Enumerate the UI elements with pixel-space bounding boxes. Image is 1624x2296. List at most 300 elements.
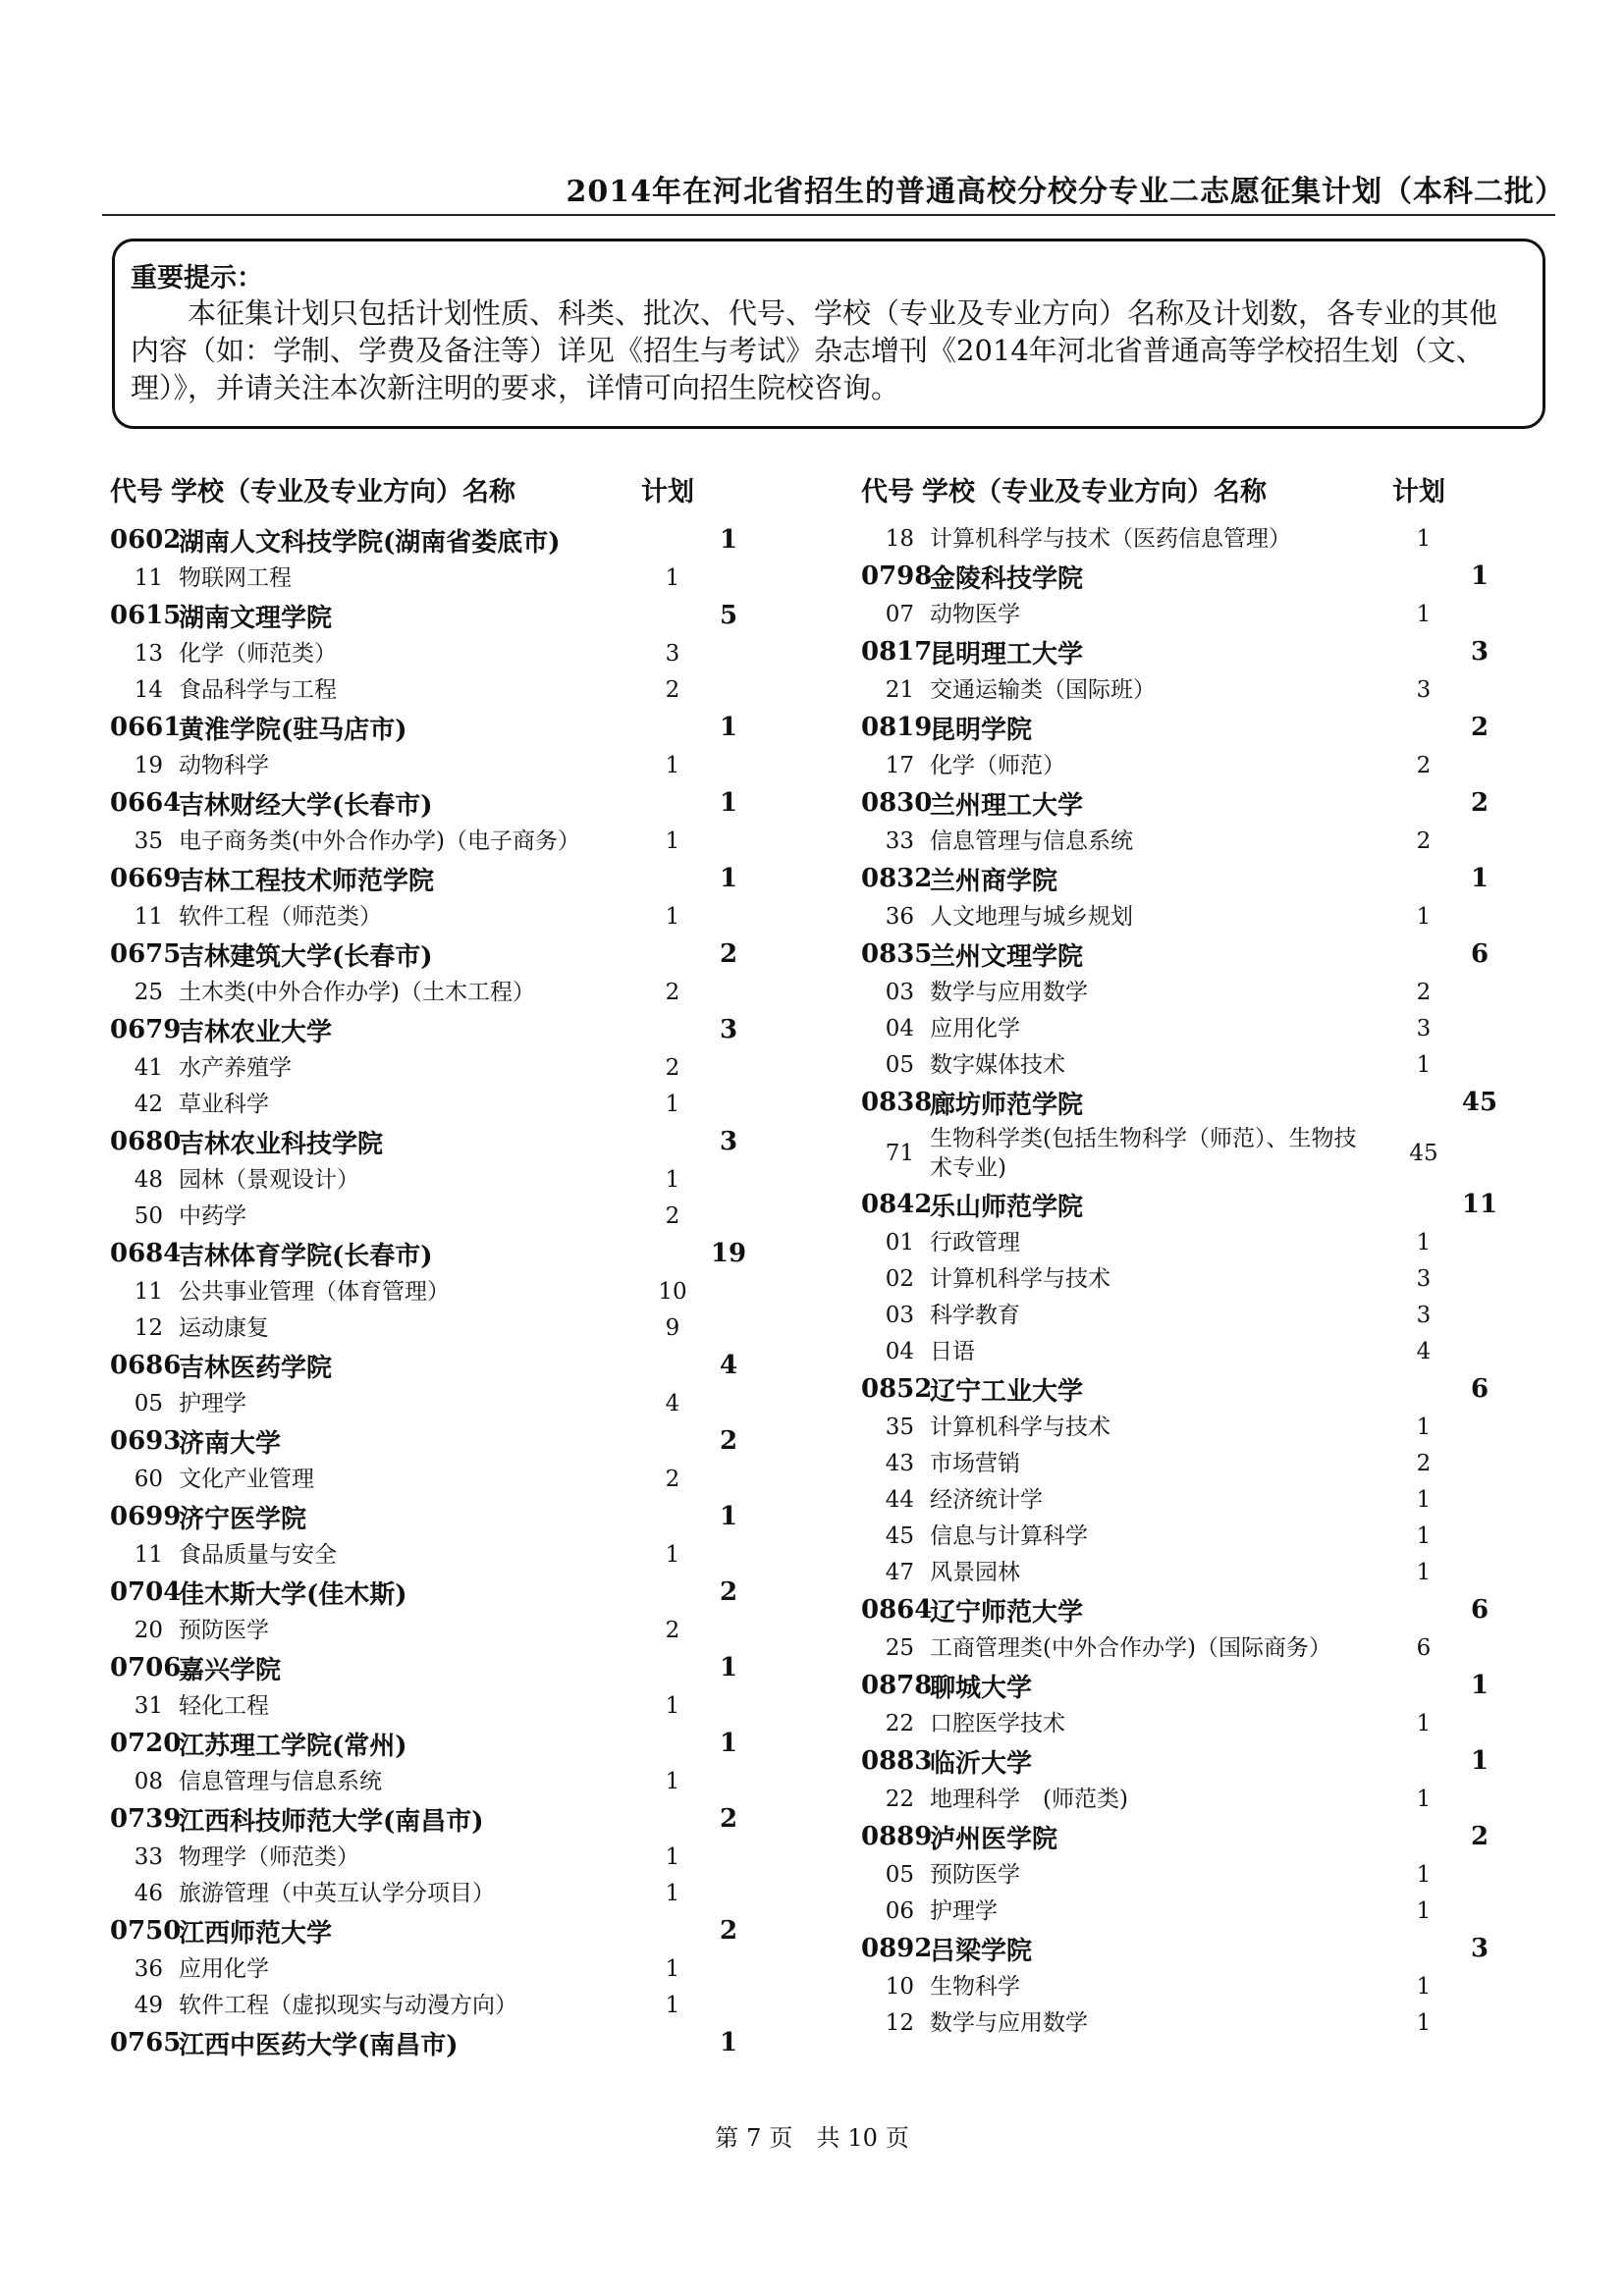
major-row	[861, 2004, 1548, 2041]
school-row	[861, 1369, 1548, 1409]
name-cell: 江苏理工学院(常州)	[179, 1731, 407, 1761]
code-cell: 42	[134, 1091, 163, 1117]
major-row	[110, 823, 797, 859]
code-cell: 43	[885, 1450, 914, 1476]
plan-cell: 45	[1461, 1088, 1498, 1117]
name-cell: 预防医学	[930, 1861, 1020, 1888]
school-row	[861, 1083, 1548, 1122]
code-cell: 0615	[110, 601, 182, 630]
name-cell: 动物医学	[930, 601, 1020, 627]
name-cell: 江西师范大学	[179, 1918, 333, 1949]
plan-cell: 1	[1416, 1897, 1432, 1924]
plan-cell: 2	[665, 676, 680, 703]
plan-cell: 2	[719, 1426, 738, 1456]
name-cell: 湖南文理学院	[179, 603, 333, 633]
footer-page-number: 7	[746, 2124, 762, 2152]
name-cell: 嘉兴学院	[179, 1655, 282, 1685]
plan-cell: 1	[1470, 1671, 1489, 1700]
name-cell: 动物科学	[179, 752, 269, 778]
plan-cell: 3	[1416, 676, 1432, 703]
notice-box	[112, 239, 1545, 429]
code-cell: 22	[885, 1710, 914, 1736]
major-row	[861, 596, 1548, 632]
major-row	[861, 671, 1548, 708]
name-cell: 信息管理与信息系统	[179, 1768, 382, 1794]
name-cell: 旅游管理（中英互认学分项目）	[179, 1880, 495, 1906]
plan-cell: 1	[719, 1502, 738, 1531]
name-cell: 数学与应用数学	[930, 2009, 1088, 2036]
major-row	[110, 1309, 797, 1346]
plan-cell: 1	[1416, 1710, 1432, 1736]
name-cell: 廊坊师范学院	[930, 1090, 1084, 1120]
major-row	[110, 560, 797, 596]
name-cell: 济南大学	[179, 1428, 282, 1459]
name-cell: 黄淮学院(驻马店市)	[179, 715, 407, 745]
code-cell: 0842	[861, 1190, 933, 1219]
name-cell: 经济统计学	[930, 1486, 1043, 1513]
name-cell: 护理学	[179, 1390, 246, 1416]
name-cell: 交通运输类（国际班）	[930, 676, 1156, 703]
header-name: 学校（专业及专业方向）名称	[171, 476, 515, 507]
header-name: 学校（专业及专业方向）名称	[922, 476, 1267, 507]
code-cell: 08	[134, 1768, 163, 1794]
name-cell: 风景园林	[930, 1559, 1020, 1585]
code-cell: 33	[885, 828, 914, 854]
plan-cell: 1	[665, 1955, 680, 1982]
school-row	[861, 859, 1548, 898]
name-cell: 吉林农业科技学院	[179, 1129, 384, 1159]
name-cell: 吉林医药学院	[179, 1353, 333, 1383]
code-cell: 41	[134, 1054, 163, 1081]
code-cell: 11	[134, 564, 163, 591]
plan-cell: 2	[1416, 828, 1432, 854]
major-row	[110, 1049, 797, 1086]
plan-cell: 2	[719, 1804, 738, 1834]
name-cell: 湖南人文科技学院(湖南省娄底市)	[179, 527, 561, 558]
school-row	[110, 1911, 797, 1950]
name-cell: 昆明理工大学	[930, 639, 1084, 669]
plan-cell: 1	[1416, 1786, 1432, 1812]
name-cell: 吉林工程技术师范学院	[179, 866, 435, 896]
code-cell: 0699	[110, 1502, 182, 1531]
major-row	[110, 1763, 797, 1799]
code-cell: 17	[885, 752, 914, 778]
plan-cell: 1	[1416, 1861, 1432, 1888]
code-cell: 11	[134, 903, 163, 930]
code-cell: 0664	[110, 788, 182, 818]
plan-cell: 1	[1416, 1559, 1432, 1585]
plan-cell: 1	[665, 1843, 680, 1870]
code-cell: 25	[885, 1634, 914, 1661]
code-cell: 0684	[110, 1239, 182, 1268]
plan-cell: 2	[719, 1577, 738, 1607]
code-cell: 0838	[861, 1088, 933, 1117]
code-cell: 0798	[861, 561, 933, 591]
school-row	[110, 2023, 797, 2062]
code-cell: 13	[134, 640, 163, 667]
major-row	[861, 1481, 1548, 1518]
plan-cell: 1	[1416, 1051, 1432, 1078]
code-cell: 0892	[861, 1934, 933, 1963]
school-row	[110, 1799, 797, 1839]
name-cell: 兰州文理学院	[930, 941, 1084, 972]
major-row	[861, 1122, 1548, 1185]
plan-cell: 19	[710, 1239, 747, 1268]
plan-cell: 3	[719, 1127, 738, 1156]
header-code: 代号	[861, 476, 914, 507]
name-cell: 昆明学院	[930, 715, 1033, 745]
major-row	[861, 1046, 1548, 1083]
plan-cell: 45	[1409, 1141, 1438, 1166]
name-cell: 软件工程（虚拟现实与动漫方向）	[179, 1992, 517, 2018]
major-row	[861, 1224, 1548, 1260]
plan-cell: 6	[1470, 939, 1489, 969]
name-cell: 草业科学	[179, 1091, 269, 1117]
major-row	[861, 1409, 1548, 1445]
school-row	[861, 1185, 1548, 1224]
name-cell: 市场营销	[930, 1450, 1020, 1476]
school-row	[110, 1724, 797, 1763]
school-row	[110, 783, 797, 823]
major-row	[861, 747, 1548, 783]
plan-cell: 10	[658, 1278, 687, 1305]
code-cell: 0817	[861, 637, 933, 667]
plan-cell: 1	[665, 828, 680, 854]
code-cell: 0669	[110, 864, 182, 893]
left-column-header	[110, 469, 797, 508]
major-row	[110, 1950, 797, 1987]
name-cell: 文化产业管理	[179, 1466, 314, 1492]
school-row	[110, 1497, 797, 1536]
name-cell: 辽宁师范大学	[930, 1597, 1084, 1628]
name-cell: 口腔医学技术	[930, 1710, 1065, 1736]
plan-cell: 1	[1416, 1486, 1432, 1513]
code-cell: 0852	[861, 1374, 933, 1404]
code-cell: 71	[885, 1141, 914, 1166]
school-row	[861, 1666, 1548, 1705]
code-cell: 11	[134, 1278, 163, 1305]
code-cell: 19	[134, 752, 163, 778]
name-cell: 软件工程（师范类）	[179, 903, 382, 930]
plan-cell: 1	[665, 1692, 680, 1719]
major-row	[861, 1518, 1548, 1554]
major-row	[110, 1612, 797, 1648]
name-cell: 泸州医学院	[930, 1824, 1058, 1854]
name-cell: 计算机科学与技术	[930, 1414, 1110, 1440]
major-row	[861, 1554, 1548, 1590]
name-cell: 江西科技师范大学(南昌市)	[179, 1806, 484, 1837]
school-row	[861, 1817, 1548, 1856]
name-cell: 乐山师范学院	[930, 1192, 1084, 1222]
plan-cell: 9	[665, 1314, 680, 1341]
plan-cell: 1	[665, 1880, 680, 1906]
major-row	[110, 1086, 797, 1122]
name-cell: 地理科学 (师范类)	[930, 1786, 1128, 1812]
major-row	[110, 1687, 797, 1724]
code-cell: 0750	[110, 1916, 182, 1946]
name-cell: 计算机科学与技术	[930, 1265, 1110, 1292]
plan-cell: 1	[719, 1729, 738, 1758]
school-row	[861, 783, 1548, 823]
code-cell: 47	[885, 1559, 914, 1585]
left-column	[110, 469, 797, 2062]
header-plan: 计划	[1392, 476, 1445, 507]
major-row	[110, 635, 797, 671]
name-cell: 土木类(中外合作办学)（土木工程）	[179, 979, 535, 1005]
name-cell: 生物科学	[930, 1973, 1020, 2000]
name-cell: 江西中医药大学(南昌市)	[179, 2030, 459, 2060]
major-row	[110, 1161, 797, 1198]
code-cell: 01	[885, 1229, 914, 1255]
major-row	[110, 1875, 797, 1911]
plan-cell: 4	[665, 1390, 680, 1416]
school-row	[861, 1590, 1548, 1629]
name-cell: 聊城大学	[930, 1673, 1033, 1703]
code-cell: 0830	[861, 788, 933, 818]
name-cell: 水产养殖学	[179, 1054, 292, 1081]
plan-cell: 1	[665, 1768, 680, 1794]
name-cell: 济宁医学院	[179, 1504, 307, 1534]
name-cell: 公共事业管理（体育管理）	[179, 1278, 450, 1305]
plan-cell: 2	[719, 939, 738, 969]
header-plan: 计划	[641, 476, 694, 507]
notice-heading: 重要提示：	[131, 263, 263, 294]
major-row	[110, 671, 797, 708]
name-cell: 吉林财经大学(长春市)	[179, 790, 433, 821]
name-cell: 吉林体育学院(长春市)	[179, 1241, 433, 1271]
name-cell: 人文地理与城乡规划	[930, 903, 1133, 930]
name-cell: 信息与计算科学	[930, 1522, 1088, 1549]
name-cell: 工商管理类(中外合作办学)（国际商务）	[930, 1634, 1331, 1661]
plan-cell: 1	[1416, 1522, 1432, 1549]
name-cell: 兰州理工大学	[930, 790, 1084, 821]
plan-cell: 2	[1416, 1450, 1432, 1476]
school-row	[110, 1346, 797, 1385]
school-row	[110, 1648, 797, 1687]
major-row	[861, 1968, 1548, 2004]
major-row	[861, 974, 1548, 1010]
plan-cell: 3	[719, 1015, 738, 1044]
code-cell: 0720	[110, 1729, 182, 1758]
school-row	[861, 1741, 1548, 1781]
left-rows	[110, 520, 797, 2062]
code-cell: 11	[134, 1541, 163, 1568]
name-cell: 物联网工程	[179, 564, 292, 591]
code-cell: 0704	[110, 1577, 182, 1607]
code-cell: 44	[885, 1486, 914, 1513]
code-cell: 0602	[110, 525, 182, 555]
major-row	[110, 1987, 797, 2023]
major-row	[110, 747, 797, 783]
name-cell: 应用化学	[930, 1015, 1020, 1041]
school-row	[110, 934, 797, 974]
major-row	[861, 1705, 1548, 1741]
plan-cell: 2	[665, 1466, 680, 1492]
code-cell: 35	[134, 828, 163, 854]
code-cell: 05	[134, 1390, 163, 1416]
plan-cell: 4	[1416, 1338, 1432, 1364]
plan-cell: 1	[719, 2028, 738, 2057]
name-cell: 吉林农业大学	[179, 1017, 333, 1047]
code-cell: 20	[134, 1617, 163, 1643]
plan-cell: 1	[1416, 601, 1432, 627]
plan-cell: 1	[665, 752, 680, 778]
plan-cell: 1	[1470, 561, 1489, 591]
code-cell: 49	[134, 1992, 163, 2018]
plan-cell: 2	[719, 1916, 738, 1946]
name-cell: 物理学（师范类）	[179, 1843, 359, 1870]
school-row	[110, 859, 797, 898]
name-cell: 辽宁工业大学	[930, 1376, 1084, 1407]
plan-cell: 2	[665, 1202, 680, 1229]
code-cell: 05	[885, 1861, 914, 1888]
major-row	[110, 898, 797, 934]
code-cell: 04	[885, 1338, 914, 1364]
code-cell: 04	[885, 1015, 914, 1041]
document-title: 2014年在河北省招生的普通高校分校分专业二志愿征集计划（本科二批）	[566, 175, 1565, 209]
plan-cell: 3	[1416, 1302, 1432, 1328]
major-row	[861, 823, 1548, 859]
school-row	[861, 1929, 1548, 1968]
school-row	[861, 708, 1548, 747]
code-cell: 0832	[861, 864, 933, 893]
plan-cell: 3	[1470, 637, 1489, 667]
code-cell: 0706	[110, 1653, 182, 1682]
school-row	[110, 596, 797, 635]
right-column	[861, 469, 1548, 2041]
code-cell: 0679	[110, 1015, 182, 1044]
plan-cell: 1	[665, 1541, 680, 1568]
code-cell: 0675	[110, 939, 182, 969]
code-cell: 31	[134, 1692, 163, 1719]
code-cell: 33	[134, 1843, 163, 1870]
school-row	[110, 1010, 797, 1049]
code-cell: 45	[885, 1522, 914, 1549]
plan-cell: 2	[665, 1617, 680, 1643]
code-cell: 0661	[110, 713, 182, 742]
plan-cell: 1	[1416, 1973, 1432, 2000]
plan-cell: 1	[1416, 903, 1432, 930]
code-cell: 03	[885, 1302, 914, 1328]
major-row	[861, 898, 1548, 934]
name-cell: 计算机科学与技术（医药信息管理）	[930, 525, 1291, 552]
major-row	[110, 1273, 797, 1309]
plan-cell: 2	[1470, 788, 1489, 818]
name-cell: 数字媒体技术	[930, 1051, 1065, 1078]
name-cell: 预防医学	[179, 1617, 269, 1643]
plan-cell: 6	[1416, 1634, 1432, 1661]
name-cell: 轻化工程	[179, 1692, 269, 1719]
school-row	[110, 1421, 797, 1461]
plan-cell: 2	[665, 1054, 680, 1081]
code-cell: 21	[885, 676, 914, 703]
major-row	[110, 1198, 797, 1234]
code-cell: 0765	[110, 2028, 182, 2057]
code-cell: 0819	[861, 713, 933, 742]
plan-cell: 2	[1470, 1822, 1489, 1851]
major-row	[110, 974, 797, 1010]
plan-cell: 2	[1470, 713, 1489, 742]
name-cell: 佳木斯大学(佳木斯)	[179, 1579, 407, 1610]
title-rule	[102, 214, 1555, 216]
plan-cell: 1	[1416, 1414, 1432, 1440]
plan-cell: 1	[1470, 1746, 1489, 1776]
plan-cell: 2	[665, 979, 680, 1005]
major-row	[861, 1010, 1548, 1046]
code-cell: 0889	[861, 1822, 933, 1851]
name-cell: 电子商务类(中外合作办学)（电子商务）	[179, 828, 580, 854]
code-cell: 0693	[110, 1426, 182, 1456]
school-row	[861, 632, 1548, 671]
name-cell: 应用化学	[179, 1955, 269, 1982]
name-cell: 临沂大学	[930, 1748, 1033, 1779]
major-row	[110, 1385, 797, 1421]
plan-cell: 11	[1461, 1190, 1498, 1219]
name-cell: 金陵科技学院	[930, 563, 1084, 594]
school-row	[110, 1234, 797, 1273]
code-cell: 14	[134, 676, 163, 703]
name-cell: 信息管理与信息系统	[930, 828, 1133, 854]
name-cell: 化学（师范）	[930, 752, 1065, 778]
name-cell: 化学（师范类）	[179, 640, 337, 667]
major-row	[861, 1260, 1548, 1297]
plan-cell: 3	[1416, 1265, 1432, 1292]
footer-total-pages: 10	[847, 2124, 878, 2152]
notice-body: 本征集计划只包括计划性质、科类、批次、代号、学校（专业及专业方向）名称及计划数，各专业的其他内容（如：学制、学费及备注等）详见《招生与考试》杂志增刊《2014年河北省普通高等学校招生划（文、理）》，并请关注本次新注明的要求，详情可向招生院校咨询。	[131, 296, 1498, 404]
right-rows	[861, 520, 1548, 2041]
code-cell: 03	[885, 979, 914, 1005]
plan-cell: 3	[665, 640, 680, 667]
major-row	[861, 1856, 1548, 1893]
code-cell: 0686	[110, 1351, 182, 1380]
major-row	[110, 1536, 797, 1573]
major-row	[861, 1297, 1548, 1333]
plan-cell: 2	[1416, 979, 1432, 1005]
plan-cell: 1	[665, 903, 680, 930]
plan-cell: 1	[665, 1166, 680, 1193]
major-row	[861, 1333, 1548, 1369]
code-cell: 02	[885, 1265, 914, 1292]
major-row	[861, 1781, 1548, 1817]
name-cell: 中药学	[179, 1202, 246, 1229]
school-row	[110, 708, 797, 747]
code-cell: 0883	[861, 1746, 933, 1776]
name-cell: 行政管理	[930, 1229, 1020, 1255]
footer-prefix: 第	[715, 2124, 739, 2152]
code-cell: 10	[885, 1973, 914, 2000]
plan-cell: 1	[719, 864, 738, 893]
header-code: 代号	[110, 476, 163, 507]
code-cell: 18	[885, 525, 914, 552]
plan-cell: 4	[719, 1351, 738, 1380]
right-column-header	[861, 469, 1548, 508]
plan-cell: 5	[719, 601, 738, 630]
plan-cell: 1	[665, 1992, 680, 2018]
plan-cell: 1	[1416, 525, 1432, 552]
plan-cell: 1	[665, 564, 680, 591]
name-cell: 科学教育	[930, 1302, 1020, 1328]
plan-cell: 1	[1416, 1229, 1432, 1255]
plan-cell: 3	[1416, 1015, 1432, 1041]
plan-cell: 1	[665, 1091, 680, 1117]
plan-cell: 6	[1470, 1595, 1489, 1625]
plan-cell: 1	[1416, 2009, 1432, 2036]
plan-cell: 1	[719, 1653, 738, 1682]
name-cell: 运动康复	[179, 1314, 269, 1341]
name-cell: 兰州商学院	[930, 866, 1058, 896]
major-row	[110, 1461, 797, 1497]
code-cell: 46	[134, 1880, 163, 1906]
